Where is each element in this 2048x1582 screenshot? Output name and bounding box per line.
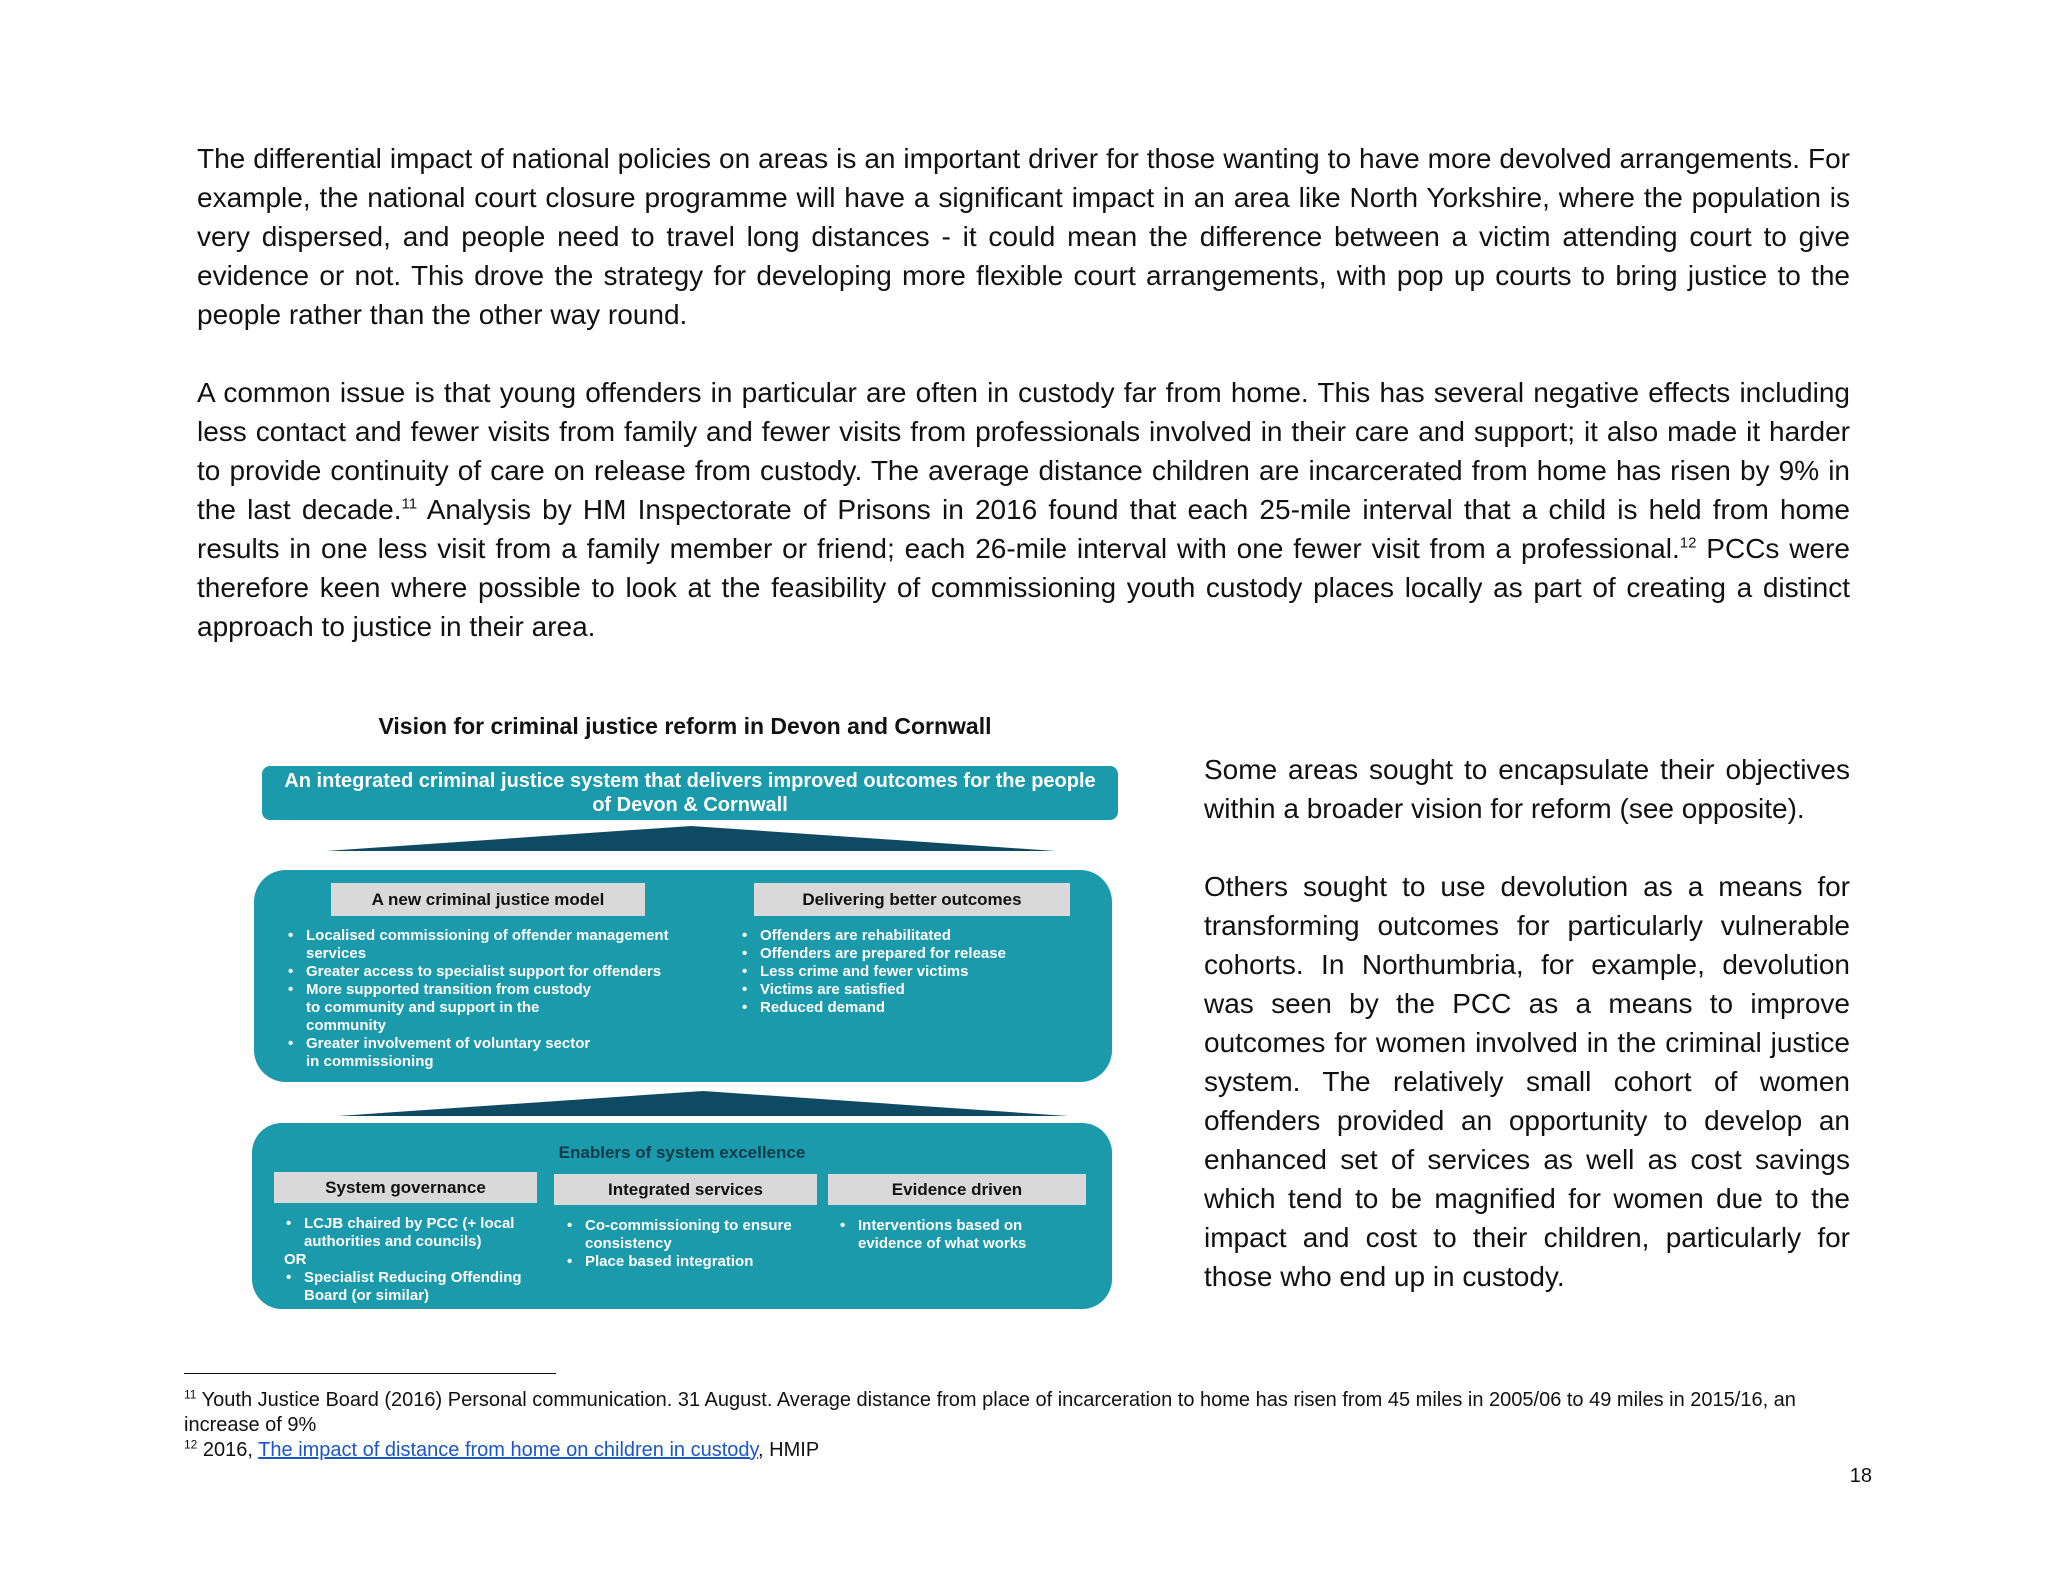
list-item: • Victims are satisfied [738,981,1068,999]
integrated-heading: Integrated services [554,1174,817,1205]
footnote-text: , HMIP [758,1439,820,1461]
paragraph-text: Analysis by HM Inspectorate of Prisons in 2016 found that each 25-mile interval that a child is held from home results in one less visit from a family member or friend; each 26-mile interval with one fewer visit from a professional. [197,494,1850,564]
outcomes-list [738,927,1068,1017]
middle-connector-triangle [338,1091,1068,1117]
list-item: • Localised commissioning of offender management services [284,927,684,963]
model-heading: A new criminal justice model [331,883,645,916]
figure-title: Vision for criminal justice reform in Devon and Cornwall [378,713,992,739]
footnote-text: Youth Justice Board (2016) Personal communication. 31 August. Average distance from place of incarceration to home has risen from 45 miles in 2005/06 to 49 miles in 2015/16, an increase of 9% [184,1389,1796,1436]
evidence-list [836,1217,1056,1253]
list-item: • Reduced demand [738,999,1068,1017]
list-item: • Interventions based on evidence of what works [836,1217,1056,1253]
model-list [284,927,684,1071]
footnote-ref-12[interactable]: 12 [1679,534,1697,552]
footnote-link[interactable]: The impact of distance from home on children in custody [258,1439,759,1461]
vision-statement-bar [262,766,1118,820]
footnote-ref-11[interactable]: 11 [401,495,418,513]
footnote-text: 2016, [197,1439,259,1461]
footnote-12 [184,1438,1874,1463]
list-item: • Greater access to specialist support for offenders [284,963,684,981]
top-connector-triangle [326,826,1056,852]
evidence-heading: Evidence driven [828,1174,1086,1205]
list-item: • Offenders are rehabilitated [738,927,1068,945]
paragraph-court-closures: The differential impact of national policies on areas is an important driver for those wanting to have more devolved arrangements. For example, the national court closure programme will have a significant impact in an area like North Yorkshire, where the population is very dispersed, and people need to travel long distances - it could mean the difference between a victim attending court to give evidence or not. This drove the strategy for developing more flexible court arrangements, with pop up courts to bring justice to the people rather than the other way round. [197,143,1850,330]
sidebar-paragraph-northumbria: Others sought to use devolution as a means for transforming outcomes for particularly vulnerable cohorts. In Northumbria, for example, devolution was seen by the PCC as a means to improve outcomes for women involved in the criminal justice system. The relatively small cohort of women offenders provided an opportunity to develop an enhanced set of services as well as cost savings which tend to be magnified for women due to the impact and cost to their children, particularly for those who end up in custody. [1204,871,1850,1292]
governance-heading: System governance [274,1172,537,1203]
page-number: 18 [1849,1465,1872,1487]
list-item: • Specialist Reducing Offending Board (or similar) [282,1269,542,1305]
paragraph-text: PCCs were therefore keen where possible to look at the feasibility of commissioning youth custody places locally as part of creating a distinct approach to justice in their area. [197,533,1850,642]
footnote-11 [184,1388,1874,1438]
paragraph-text: A common issue is that young offenders in particular are often in custody far from home. This has several negative effects including less contact and fewer visits from family and fewer visits from professionals involved in their care and support; it also made it harder to provide continuity of care on release from custody. The average distance children are incarcerated from home has risen by 9% in the last decade. [197,377,1850,525]
paragraph-young-offenders [197,373,1850,646]
list-item: • Less crime and fewer victims [738,963,1068,981]
list-item: • Co-commissioning to ensure consistency [563,1217,813,1253]
governance-list [282,1215,542,1305]
list-item: • Greater involvement of voluntary sector in commissioning [284,1035,684,1071]
sidebar-paragraph-vision: Some areas sought to encapsulate their objectives within a broader vision for reform (see opposite). [1204,754,1850,824]
footnote-separator [184,1373,556,1374]
or-label: OR [284,1251,307,1268]
list-item: • More supported transition from custody to community and support in the community [284,981,684,1035]
list-item: • Place based integration [563,1253,813,1271]
integrated-list [563,1217,813,1271]
footnote-number: 11 [184,1387,197,1402]
list-item: • LCJB chaired by PCC (+ local authorities and councils) [282,1215,542,1251]
outcomes-heading: Delivering better outcomes [754,883,1070,916]
enablers-label: Enablers of system excellence [558,1143,806,1162]
footnote-number: 12 [184,1437,198,1452]
list-item: • Offenders are prepared for release [738,945,1068,963]
vision-statement: An integrated criminal justice system that delivers improved outcomes for the people of Devon & Cornwall [284,770,1096,816]
